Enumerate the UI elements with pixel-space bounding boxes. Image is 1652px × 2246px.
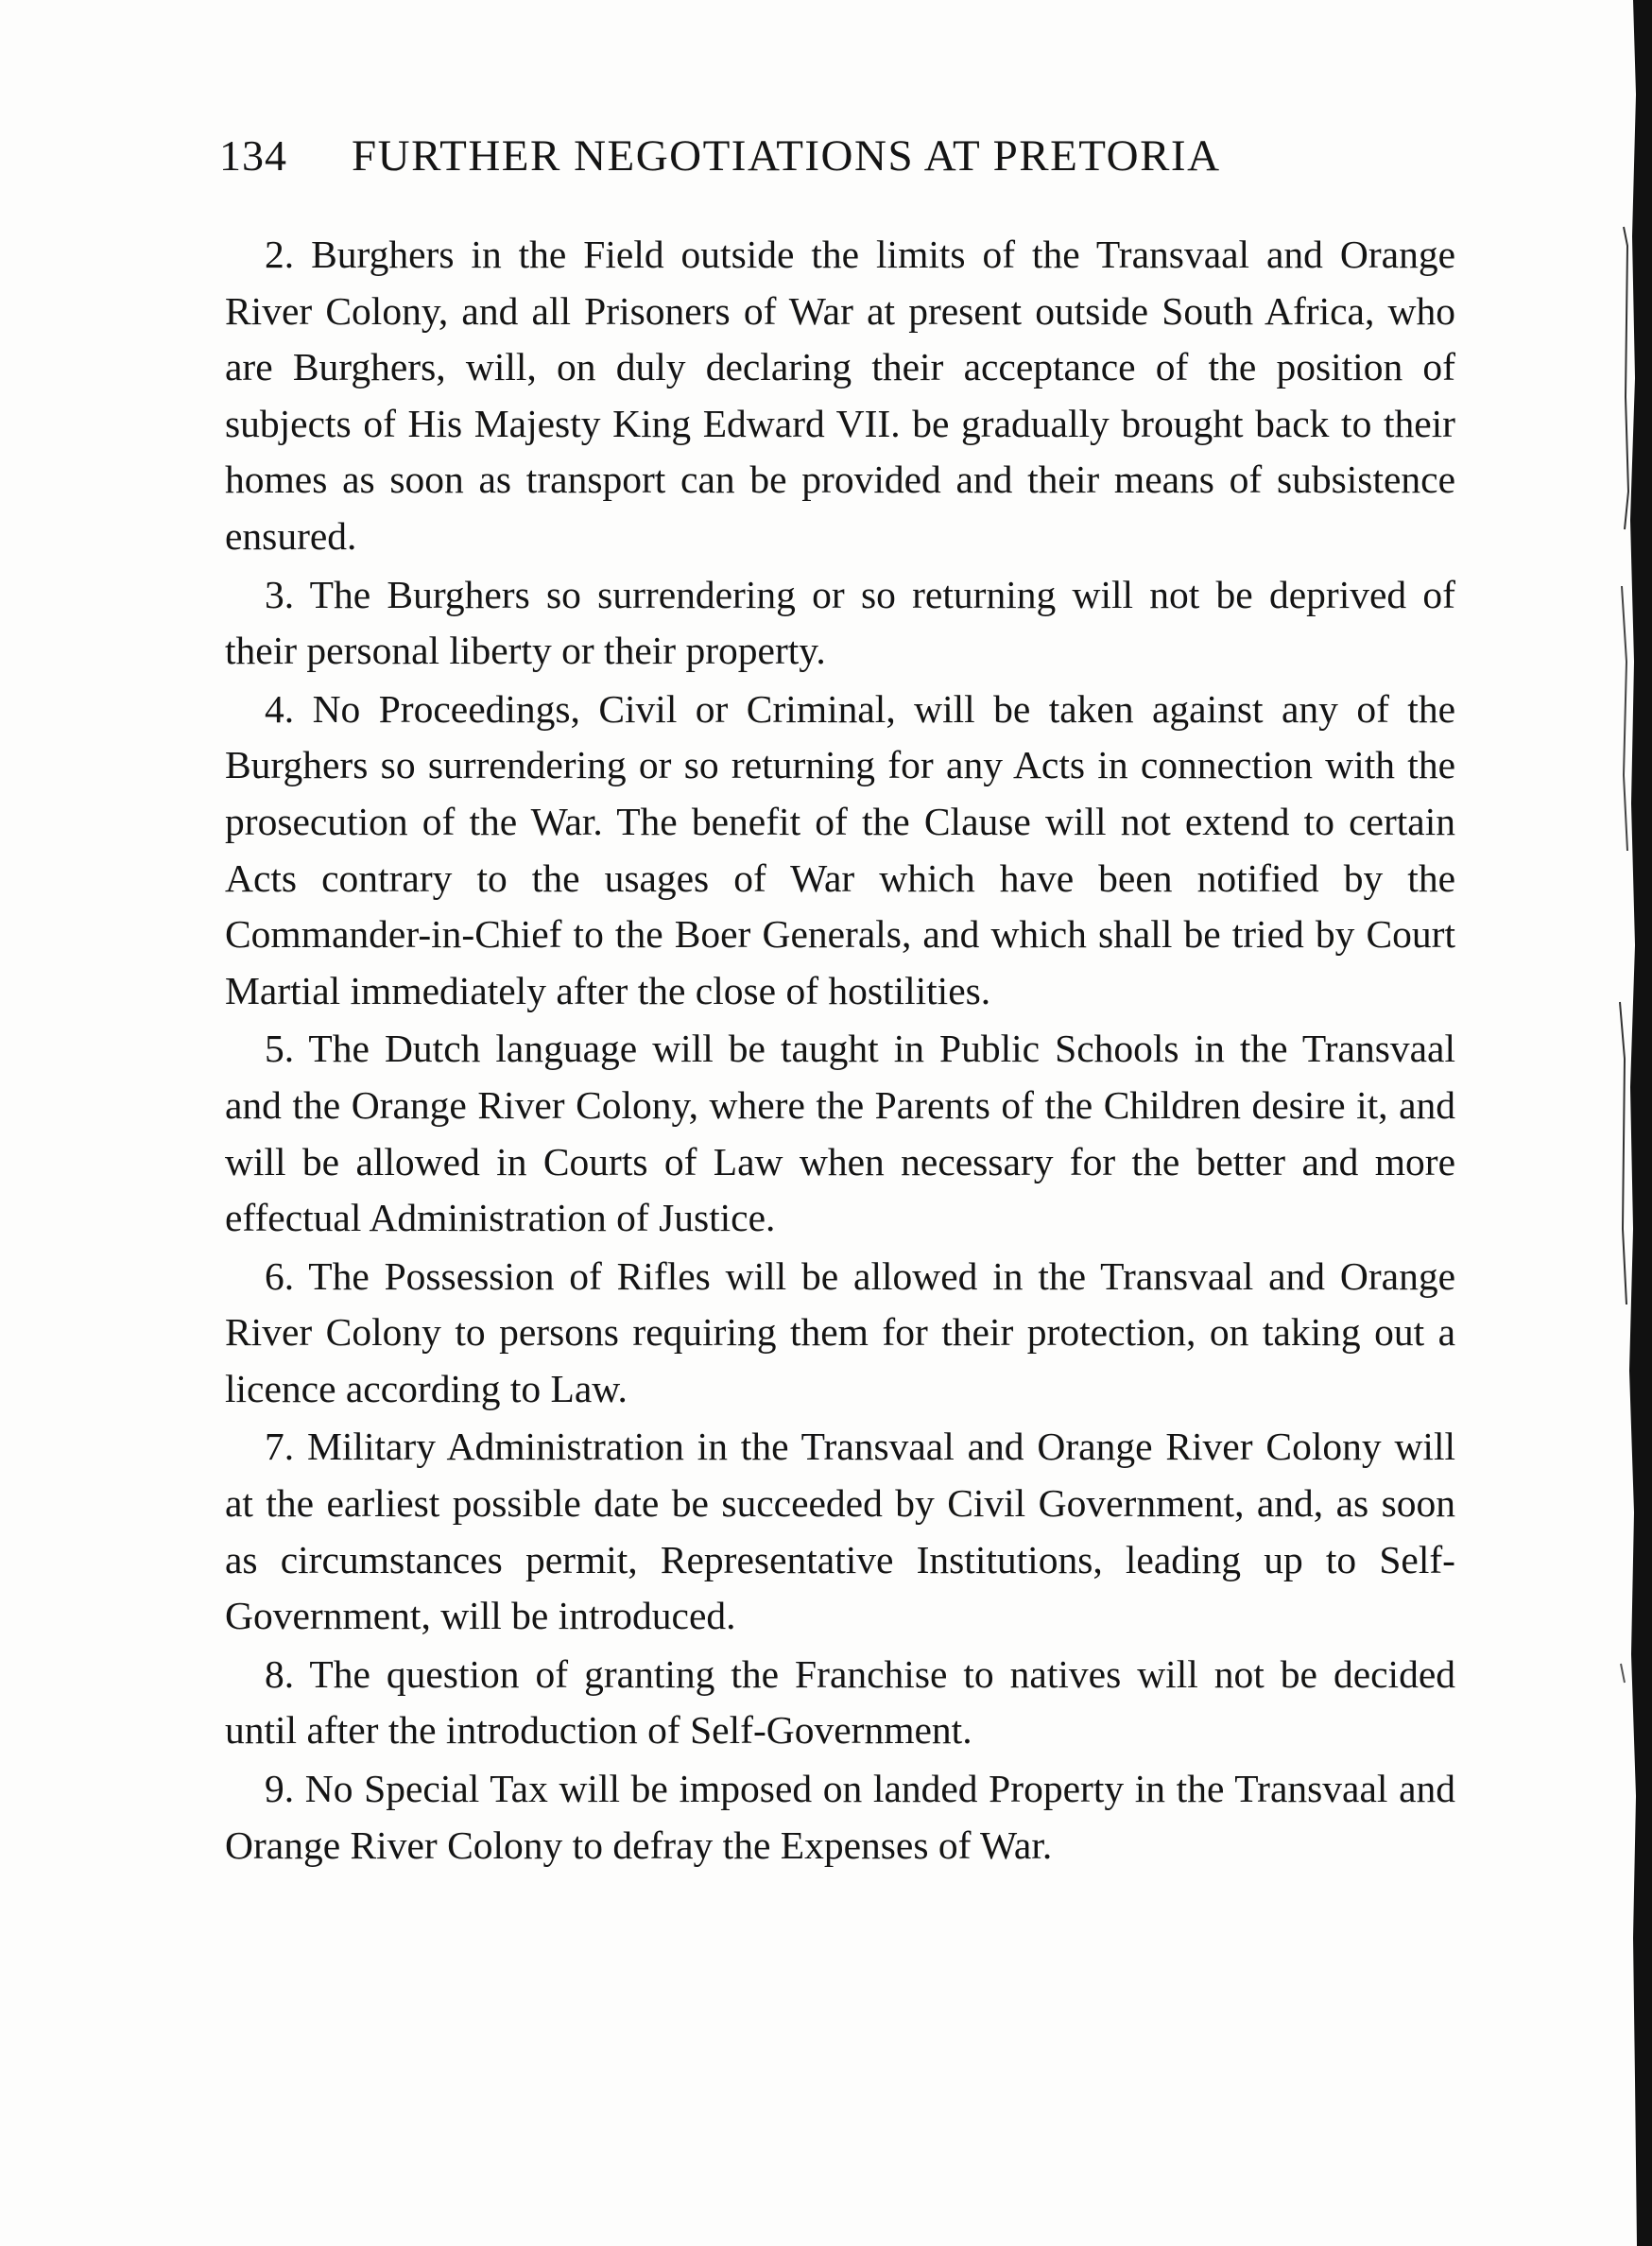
clause-text: No Special Tax will be imposed on landed Property in the Transvaal and Orange River Colony to defray the Expenses of War.	[225, 1767, 1455, 1867]
clause-number: 6.	[265, 1253, 295, 1298]
clause-2	[225, 227, 1455, 565]
clause-text: No Proceedings, Civil or Criminal, will be taken against any of the Burghers so surrendering or so returning for any Acts in connection with the prosecution of the War. The benefit of the Clause will not extend to certain Acts contrary to the usages of War which have been notified by the Commander-in-Chief to the Boer Generals, and which shall be tried by Court Martial immediately after the close of hostilities.	[225, 686, 1456, 1012]
page-number: 134	[219, 131, 287, 180]
clause-number: 8.	[265, 1651, 295, 1696]
clause-7	[225, 1419, 1455, 1644]
clause-3	[225, 567, 1455, 680]
clause-5	[225, 1021, 1455, 1246]
clause-text: The question of granting the Franchise to natives will not be decided until after the introduction of Self-Government.	[225, 1651, 1455, 1753]
clause-text: Military Administration in the Transvaal and Orange River Colony will at the earliest possible date be succeeded by Civil Government, and, as soon as circumstances permit, Representative Institutions, leading up to Self-Government, will be introduced.	[225, 1425, 1456, 1638]
clause-8	[225, 1647, 1455, 1759]
clause-number: 9.	[265, 1767, 295, 1811]
clause-number: 4.	[265, 686, 295, 731]
clauses-list	[225, 227, 1455, 1874]
clause-number: 5.	[265, 1027, 295, 1071]
clause-text: The Burghers so surrendering or so returning will not be deprived of their personal liberty or their property.	[225, 572, 1455, 673]
clause-6	[225, 1249, 1455, 1418]
binding-edge-shadow	[1595, 0, 1652, 2246]
clause-number: 3.	[265, 572, 295, 616]
clause-text: The Possession of Rifles will be allowed in the Transvaal and Orange River Colony to persons requiring them for their protection, on taking out a licence according to Law.	[225, 1253, 1455, 1410]
clause-4	[225, 682, 1455, 1020]
clause-number: 7.	[265, 1425, 295, 1469]
clause-number: 2.	[265, 233, 295, 276]
running-header	[219, 130, 1363, 197]
clause-text: The Dutch language will be taught in Public Schools in the Transvaal and the Orange River Colony, where the Parents of the Children desire it, and will be allowed in Courts of Law when necessary for the better and more effectual Administration of Justice.	[225, 1027, 1455, 1240]
clause-9	[225, 1761, 1455, 1874]
clause-text: Burghers in the Field outside the limits of the Transvaal and Orange River Colony, and all Prisoners of War at present outside South Africa, who are Burghers, will, on duly declaring their acceptance of the position of subjects of His Majesty King Edward VII. be gradually brought back to their homes as soon as transport can be provided and their means of subsistence ensured.	[225, 233, 1456, 558]
running-title: FURTHER NEGOTIATIONS AT PRETORIA	[352, 131, 1221, 181]
